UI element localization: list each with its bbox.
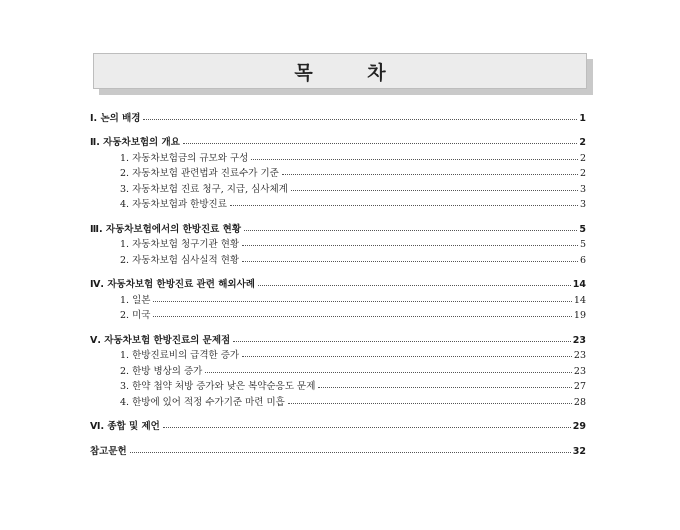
dot-leader [244,230,577,231]
toc-page-number: 3 [579,199,586,210]
toc-entry-label: Ⅵ. 종합 및 제언 [90,421,160,432]
toc-page-number: 2 [579,168,586,179]
toc-page-number: 23 [573,350,586,361]
toc-subsection-entry[interactable] [90,392,586,408]
section-gap [90,124,586,133]
toc-page-number: 14 [572,279,586,290]
dot-leader [258,285,571,286]
toc-entry-label: 4. 한방에 있어 적정 수가기준 마련 미흡 [120,396,285,408]
toc-page-number: 14 [573,294,586,306]
dot-leader [205,372,572,373]
toc-page-number: 28 [573,396,586,408]
dot-leader [318,387,572,388]
toc-entry-label: 2. 자동차보험 관련법과 진료수가 기준 [120,168,279,179]
toc-section-entry[interactable] [90,330,586,346]
toc-page-number: 6 [579,254,586,266]
toc-entry-label: Ⅳ. 자동차보험 한방진료 관련 해외사례 [90,279,255,290]
toc-page-number: 5 [579,223,586,235]
toc-subsection-entry[interactable] [90,346,586,362]
dot-leader [183,143,577,144]
toc-section-entry[interactable] [90,441,586,457]
toc-subsection-entry[interactable] [90,164,586,180]
dot-leader [282,174,578,175]
toc-entry-label: 참고문헌 [90,445,127,457]
toc-subsection-entry[interactable] [90,148,586,164]
toc-section-entry[interactable] [90,275,586,291]
page-title: 목 차 [294,61,410,84]
dot-leader [143,119,577,120]
toc-page-number: 29 [572,421,586,432]
toc-page-number: 2 [579,152,586,164]
dot-leader [251,159,578,160]
section-gap [90,266,586,275]
table-of-contents [90,108,586,457]
toc-section-entry[interactable] [90,133,586,149]
toc-entry-label: Ⅰ. 논의 배경 [90,112,141,124]
dot-leader [233,341,571,342]
toc-entry-label: 1. 일본 [120,294,151,306]
section-gap [90,321,586,330]
section-gap [90,408,586,417]
dot-leader [153,301,571,302]
toc-subsection-entry[interactable] [90,250,586,266]
toc-page-number: 1 [579,112,586,124]
toc-subsection-entry[interactable] [90,290,586,306]
toc-entry-label: 2. 미국 [120,310,151,321]
dot-leader [153,316,571,317]
toc-page-number: 3 [579,183,586,195]
toc-entry-label: 1. 자동차보험금의 규모와 구성 [120,152,249,164]
toc-page-number: 19 [573,310,586,321]
title-box-panel [93,53,587,89]
dot-leader [130,452,571,453]
toc-entry-label: 1. 자동차보험 청구기관 현황 [120,239,240,250]
toc-subsection-entry[interactable] [90,195,586,211]
section-gap [90,210,586,219]
toc-page-number: 2 [579,137,586,148]
toc-entry-label: Ⅴ. 자동차보험 한방진료의 문제점 [90,334,231,346]
toc-title-box [93,53,587,89]
dot-leader [242,261,578,262]
dot-leader [291,190,578,191]
toc-entry-label: 4. 자동차보험과 한방진료 [120,199,227,210]
toc-page-number: 27 [573,381,586,392]
dot-leader [242,245,578,246]
toc-entry-label: 3. 한약 첩약 처방 증가와 낮은 복약순응도 문제 [120,381,316,392]
dot-leader [163,427,571,428]
dot-leader [242,356,572,357]
section-gap [90,432,586,441]
toc-entry-label: 2. 자동차보험 심사실적 현황 [120,254,240,266]
toc-entry-label: 1. 한방진료비의 급격한 증가 [120,350,240,361]
toc-section-entry[interactable] [90,108,586,124]
toc-entry-label: Ⅲ. 자동차보험에서의 한방진료 현황 [90,223,241,235]
dot-leader [288,403,572,404]
toc-subsection-entry[interactable] [90,377,586,393]
toc-page-number: 23 [573,365,586,377]
toc-entry-label: 3. 자동차보험 진료 청구, 지급, 심사체계 [120,183,288,195]
toc-page-number: 32 [572,445,586,457]
toc-page-number: 23 [572,334,586,346]
toc-subsection-entry[interactable] [90,235,586,251]
toc-subsection-entry[interactable] [90,179,586,195]
toc-entry-label: Ⅱ. 자동차보험의 개요 [90,137,180,148]
toc-section-entry[interactable] [90,417,586,433]
dot-leader [230,205,578,206]
toc-subsection-entry[interactable] [90,306,586,322]
toc-subsection-entry[interactable] [90,361,586,377]
toc-section-entry[interactable] [90,219,586,235]
toc-page-number: 5 [579,239,586,250]
toc-entry-label: 2. 한방 병상의 증가 [120,365,203,377]
